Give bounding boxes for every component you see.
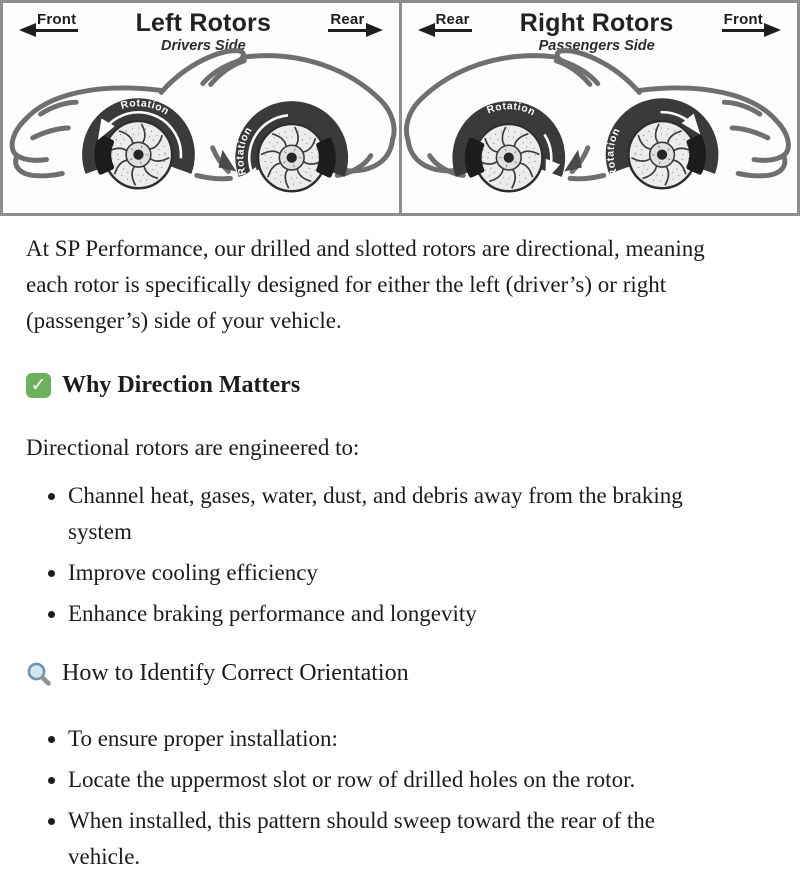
arrow-right-icon (366, 23, 383, 37)
front-direction-indicator (722, 11, 781, 32)
right-car-illustration (402, 47, 798, 213)
rear-label: Rear (328, 11, 366, 32)
rear-direction-indicator (328, 11, 382, 32)
list-item: • Enhance braking performance and longevity (68, 596, 728, 632)
front-direction-indicator (19, 11, 78, 32)
panel-title: Left Rotors (135, 9, 272, 37)
arrow-right-icon (764, 23, 781, 37)
heading-text: Why Direction Matters (62, 371, 301, 398)
front-label: Front (722, 11, 765, 32)
panel-subtitle: Drivers Side (161, 38, 246, 54)
right-rotors-panel (402, 3, 798, 213)
article-body (0, 231, 800, 874)
installation-list (26, 721, 774, 874)
left-rotors-panel (3, 3, 402, 213)
arrow-left-icon (19, 23, 36, 37)
intro-paragraph: At SP Performance, our drilled and slotted rotors are directional, meaning each rotor is specifically designed for either the left (driver’s) or right (passenger’s) side of your vehicle. (26, 236, 705, 333)
rotation-label: Rotation (235, 125, 255, 177)
list-item: • Locate the uppermost slot or row of drilled holes on the rotor. (68, 762, 728, 798)
left-car-illustration (3, 47, 399, 213)
panel-subtitle: Passengers Side (538, 38, 655, 54)
rotation-label: Rotation (605, 126, 623, 179)
rotation-label: Rotation (484, 101, 537, 119)
rotor-direction-diagram (0, 0, 800, 216)
heading-text: How to Identify Correct Orientation (62, 660, 409, 687)
list-item: • Channel heat, gases, water, dust, and debris away from the braking system (68, 478, 728, 550)
rear-direction-indicator (418, 11, 472, 32)
identify-orientation-heading (26, 655, 774, 692)
front-label: Front (35, 11, 78, 32)
magnifying-glass-icon (26, 661, 53, 688)
list-item: • To ensure proper installation: (68, 721, 728, 757)
rotation-label: Rotation (119, 98, 171, 118)
left-panel-title-block (78, 11, 328, 54)
right-panel-header (402, 3, 798, 54)
right-panel-title-block (472, 11, 722, 54)
engineered-to-lead: Directional rotors are engineered to: (26, 435, 360, 461)
rear-label: Rear (434, 11, 472, 32)
list-item: • When installed, this pattern should sweep toward the rear of the vehicle. (68, 803, 728, 874)
check-mark-emoji-icon: ✓ (26, 373, 51, 398)
benefits-list (26, 478, 774, 632)
list-item: • Improve cooling efficiency (68, 555, 728, 591)
panel-title: Right Rotors (519, 9, 674, 37)
left-panel-header (3, 3, 399, 54)
why-direction-matters-heading (26, 367, 774, 404)
arrow-left-icon (418, 23, 435, 37)
